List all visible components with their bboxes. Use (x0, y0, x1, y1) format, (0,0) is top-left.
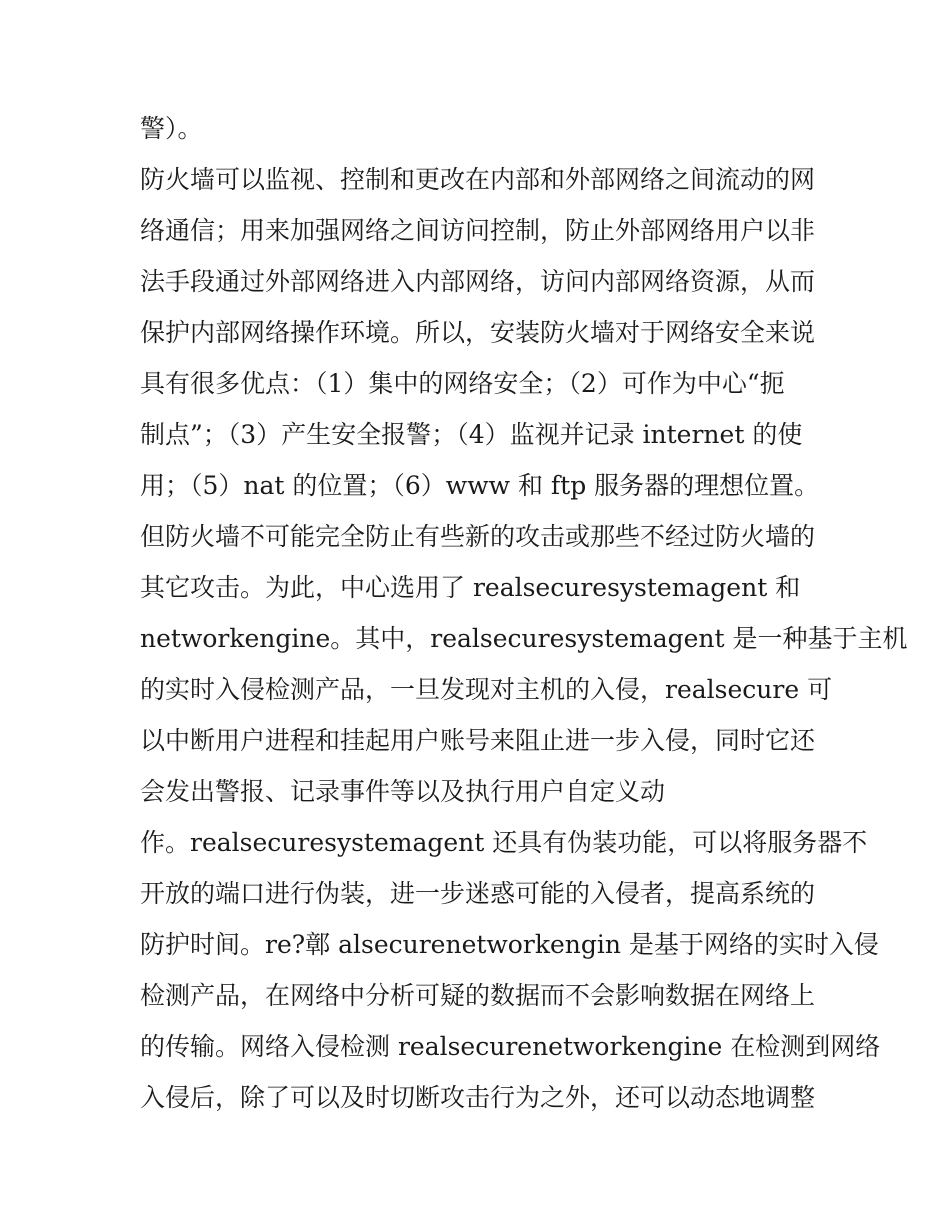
text-line: 防护时间。re?鄣 alsecurenetworkengin 是基于网络的实时入侵 (140, 930, 879, 959)
text-line: 制点”；（3）产生安全报警；（4）监视并记录 internet 的使 (140, 420, 803, 449)
text-line: 具有很多优点：（1）集中的网络安全；（2）可作为中心“扼 (140, 369, 785, 398)
text-line: 络通信；用来加强网络之间访问控制，防止外部网络用户以非 (140, 216, 816, 245)
body-text (140, 108, 908, 1128)
text-line: 法手段通过外部网络进入内部网络，访问内部网络资源，从而 (140, 267, 816, 296)
text-line: 防火墙可以监视、控制和更改在内部和外部网络之间流动的网 (140, 165, 816, 194)
text-line: 以中断用户进程和挂起用户账号来阻止进一步入侵，同时它还 (140, 726, 816, 755)
text-line: 作。realsecuresystemagent 还具有伪装功能，可以将服务器不 (140, 828, 868, 857)
text-line: 检测产品，在网络中分析可疑的数据而不会影响数据在网络上 (140, 981, 816, 1010)
text-line: 的实时入侵检测产品，一旦发现对主机的入侵，realsecure 可 (140, 675, 833, 704)
text-line: networkengine。其中，realsecuresystemagent 是一种基于主机 (140, 624, 908, 653)
text-line: 用；（5）nat 的位置；（6）www 和 ftp 服务器的理想位置。 (140, 471, 820, 500)
text-line: 的传输。网络入侵检测 realsecurenetworkengine 在检测到网络 (140, 1032, 881, 1061)
text-line: 其它攻击。为此，中心选用了 realsecuresystemagent 和 (140, 573, 801, 602)
text-line: 警）。 (140, 114, 203, 143)
text-line: 保护内部网络操作环境。所以，安装防火墙对于网络安全来说 (140, 318, 816, 347)
text-line: 开放的端口进行伪装，进一步迷惑可能的入侵者，提高系统的 (140, 879, 816, 908)
text-line: 但防火墙不可能完全防止有些新的攻击或那些不经过防火墙的 (140, 522, 816, 551)
text-line: 入侵后，除了可以及时切断攻击行为之外，还可以动态地调整 (140, 1083, 816, 1112)
text-line: 会发出警报、记录事件等以及执行用户自定义动 (140, 777, 666, 806)
